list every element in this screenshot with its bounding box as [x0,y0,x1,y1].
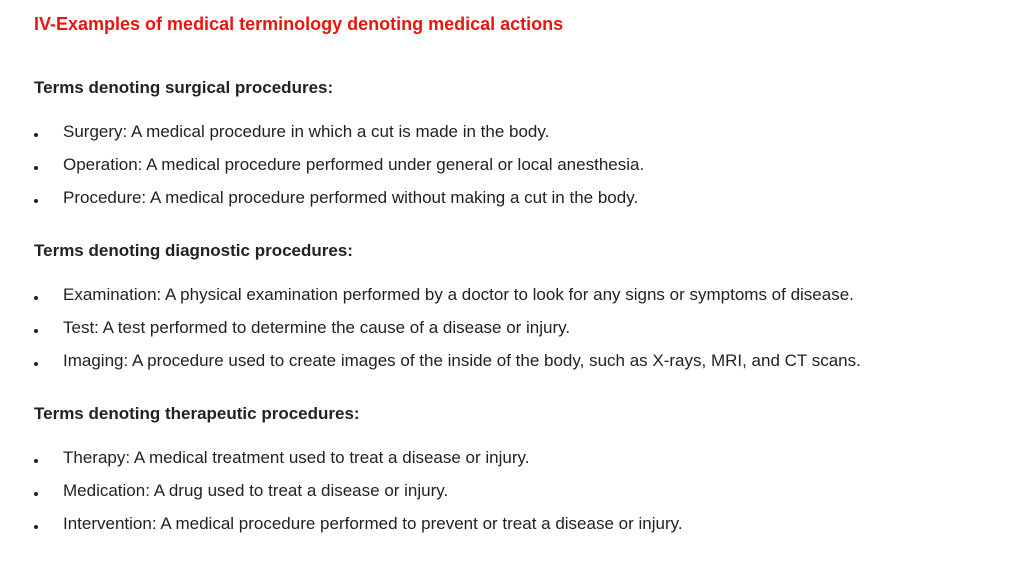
bullet-icon [34,492,38,496]
list-item-text: Test: A test performed to determine the cause of a disease or injury. [63,318,571,337]
section-heading: Terms denoting therapeutic procedures: [34,404,360,423]
bullet-icon [34,133,38,137]
list-item-text: Examination: A physical examination performed by a doctor to look for any signs or symptoms of disease. [63,285,854,304]
list-item-text: Imaging: A procedure used to create images of the inside of the body, such as X-rays, MRI, and CT scans. [63,351,861,370]
bullet-icon [34,199,38,203]
term-list [34,121,994,220]
list-item [34,284,994,317]
term-list [34,447,994,546]
list-item-text: Procedure: A medical procedure performed without making a cut in the body. [63,188,639,207]
bullet-icon [34,329,38,333]
list-item [34,187,994,220]
section-surgical-procedures [34,77,994,220]
list-item [34,154,994,187]
list-item [34,447,994,480]
list-item-text: Intervention: A medical procedure performed to prevent or treat a disease or injury. [63,514,683,533]
bullet-icon [34,459,38,463]
list-item-text: Medication: A drug used to treat a disease or injury. [63,481,449,500]
list-item-text: Therapy: A medical treatment used to treat a disease or injury. [63,448,530,467]
list-item [34,121,994,154]
list-item [34,317,994,350]
section-heading: Terms denoting diagnostic procedures: [34,241,353,260]
bullet-icon [34,525,38,529]
section-diagnostic-procedures [34,240,994,383]
page-title: IV-Examples of medical terminology denoting medical actions [34,14,564,34]
list-item-text: Surgery: A medical procedure in which a cut is made in the body. [63,122,550,141]
section-therapeutic-procedures [34,403,994,546]
term-list [34,284,994,383]
bullet-icon [34,362,38,366]
section-heading: Terms denoting surgical procedures: [34,78,334,97]
list-item [34,480,994,513]
list-item [34,350,994,383]
list-item-text: Operation: A medical procedure performed under general or local anesthesia. [63,155,645,174]
bullet-icon [34,296,38,300]
bullet-icon [34,166,38,170]
list-item [34,513,994,546]
